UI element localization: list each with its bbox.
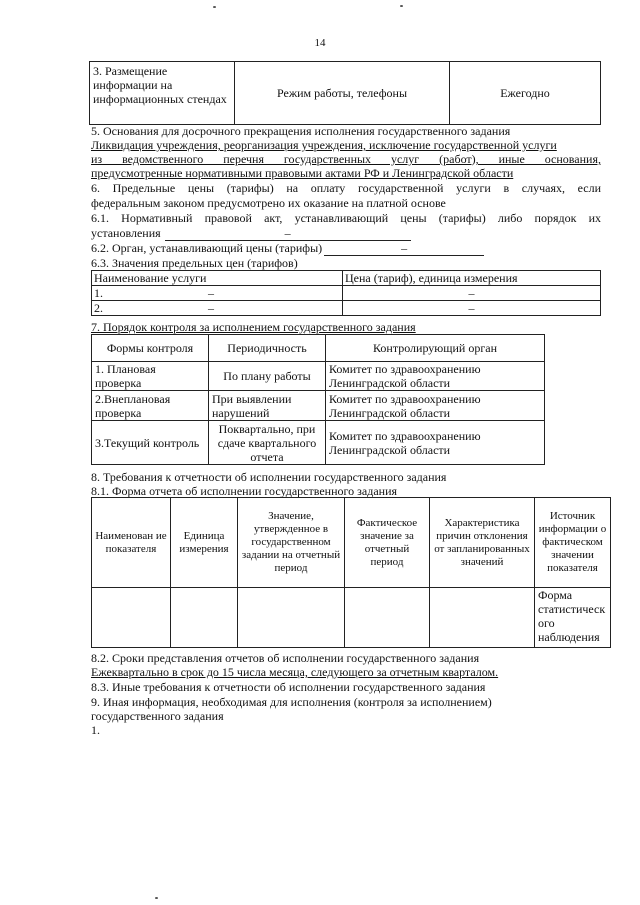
section-62 xyxy=(91,241,601,256)
section-5-line-3: предусмотренные нормативными правовыми актами РФ и Ленинградской области xyxy=(91,166,514,180)
work-mode-cell: Режим работы, телефоны xyxy=(235,62,450,125)
price-row-1-name-value: – xyxy=(208,286,214,300)
section-61-line-1: 6.1. Нормативный правовой акт, устанавливающий цены (тарифы) либо порядок их xyxy=(91,211,601,225)
report-header-approved: Значение, утвержденное в государственном задании на отчетный период xyxy=(238,498,345,588)
stands-table xyxy=(89,61,601,125)
scan-speck xyxy=(213,6,216,8)
control-row-3-body: Комитет по здравоохранению Ленинградской области xyxy=(326,421,545,465)
report-header-indicator: Наименован ие показателя xyxy=(92,498,171,588)
report-header-source: Источник информации о фактическом значении показателя xyxy=(535,498,611,588)
section-9-item-1: 1. xyxy=(91,723,100,737)
section-82-value: Ежеквартально в срок до 15 числа месяца, следующего за отчетным кварталом. xyxy=(91,665,499,679)
page-number: 14 xyxy=(314,37,326,49)
scan-speck xyxy=(400,5,403,7)
report-cell-indicator xyxy=(92,588,171,648)
report-header-deviation: Характеристика причин отклонения от запланированных значений xyxy=(430,498,535,588)
price-row-1-name: 1. – xyxy=(92,286,343,301)
control-row-3-period: Поквартально, при сдаче квартального отчета xyxy=(209,421,326,465)
control-table xyxy=(91,334,545,465)
control-row-1-body: Комитет по здравоохранению Ленинградской области xyxy=(326,362,545,391)
report-form-table xyxy=(91,497,611,648)
report-cell-actual xyxy=(345,588,430,648)
section-81-heading: 8.1. Форма отчета об исполнении государственного задания xyxy=(91,484,398,498)
price-header-name: Наименование услуги xyxy=(92,271,343,286)
section-61-value: – xyxy=(165,226,411,241)
price-row-1-price: – xyxy=(343,286,601,301)
price-row-2-price: – xyxy=(343,301,601,316)
section-9-line-1: 9. Иная информация, необходимая для исполнения (контроля за исполнением) xyxy=(91,695,492,709)
report-cell-unit xyxy=(171,588,238,648)
section-5-line-1: Ликвидация учреждения, реорганизация учреждения, исключение государственной услуги xyxy=(91,138,557,152)
section-83: 8.3. Иные требования к отчетности об исполнении государственного задания xyxy=(91,680,486,694)
control-header-period: Периодичность xyxy=(209,335,326,362)
frequency-cell: Ежегодно xyxy=(450,62,601,125)
control-header-body: Контролирующий орган xyxy=(326,335,545,362)
section-61-line-2 xyxy=(91,226,601,241)
section-9-line-2: государственного задания xyxy=(91,709,224,723)
control-header-form: Формы контроля xyxy=(92,335,209,362)
price-header-price: Цена (тариф), единица измерения xyxy=(343,271,601,286)
stands-info-cell: 3. Размещение информации на информационных стендах xyxy=(90,62,235,125)
section-5-line-2: из ведомственного перечня государственных услуг (работ), иные основания, xyxy=(91,152,601,166)
section-6-line-2: федеральным законом предусмотрено их оказание на платной основе xyxy=(91,196,446,210)
section-5-heading: 5. Основания для досрочного прекращения исполнения государственного задания xyxy=(91,124,511,138)
scan-speck xyxy=(155,897,158,899)
control-row-1-form: 1. Плановая проверка xyxy=(92,362,209,391)
report-cell-approved xyxy=(238,588,345,648)
control-row-2-form: 2.Внеплановая проверка xyxy=(92,391,209,421)
section-6-line-1: 6. Предельные цены (тарифы) на оплату государственной услуги в случаях, если xyxy=(91,181,601,195)
control-row-2-period: При выявлении нарушений xyxy=(209,391,326,421)
control-row-3-form: 3.Текущий контроль xyxy=(92,421,209,465)
section-82-label: 8.2. Сроки представления отчетов об исполнении государственного задания xyxy=(91,651,480,665)
section-8-heading: 8. Требования к отчетности об исполнении государственного задания xyxy=(91,470,447,484)
section-62-label: 6.2. Орган, устанавливающий цены (тарифы) xyxy=(91,241,323,255)
section-63-heading: 6.3. Значения предельных цен (тарифов) xyxy=(91,256,298,270)
report-cell-source: Форма статистическ ого наблюдения xyxy=(535,588,611,648)
section-62-value: – xyxy=(324,241,484,256)
section-61-label: установления xyxy=(91,226,161,240)
report-cell-deviation xyxy=(430,588,535,648)
section-7-heading: 7. Порядок контроля за исполнением государственного задания xyxy=(91,320,416,334)
control-row-1-period: По плану работы xyxy=(209,362,326,391)
control-row-2-body: Комитет по здравоохранению Ленинградской области xyxy=(326,391,545,421)
price-row-2-name-value: – xyxy=(208,301,214,315)
report-header-unit: Единица измерения xyxy=(171,498,238,588)
report-header-actual: Фактическое значение за отчетный период xyxy=(345,498,430,588)
price-row-2-name: 2. – xyxy=(92,301,343,316)
price-table xyxy=(91,270,601,316)
